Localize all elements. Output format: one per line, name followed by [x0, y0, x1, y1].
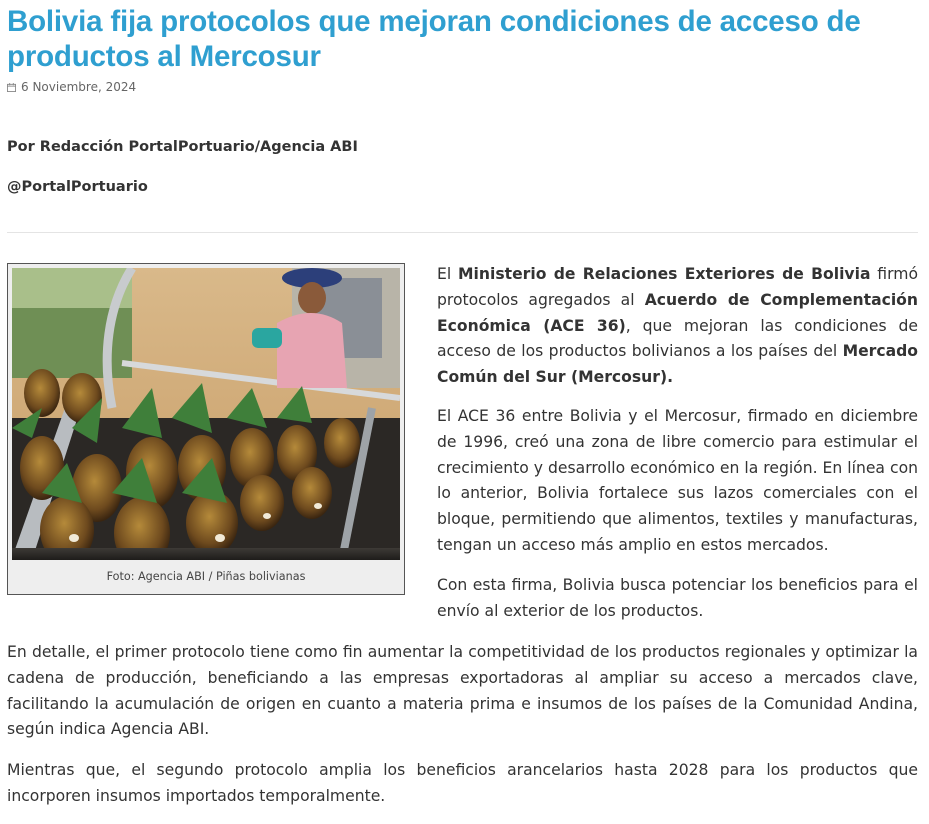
article-photo[interactable]: [12, 268, 400, 560]
paragraph-1: El Ministerio de Relaciones Exteriores de Bolivia firmó protocolos agregados al Acuerdo de Complementación Económica (ACE 36), que mejoran las condiciones de acceso de los productos bolivianos a los países del Mercado Común del Sur (Mercosur).: [437, 265, 918, 387]
article-date: [7, 80, 136, 94]
paragraph-2: El ACE 36 entre Bolivia y el Mercosur, firmado en diciembre de 1996, creó una zona de libre comercio para estimular el crecimiento y desarrollo económico en la región. En línea con lo anterior, Bolivia fortalece sus lazos comerciales con el bloque, permitiendo que alimentos, textiles y manufacturas, tengan un acceso más amplio en estos mercados.: [437, 407, 918, 554]
article-title: Bolivia fija protocolos que mejoran condiciones de acceso de productos al Mercosur: [7, 5, 861, 73]
paragraph-5: Mientras que, el segundo protocolo amplia los beneficios arancelarios hasta 2028 para los productos que incorporen insumos importados temporalmente.: [7, 761, 918, 805]
bold-ace36: Acuerdo de Complementación Económica (ACE 36): [437, 290, 918, 335]
date-text: 6 Noviembre, 2024: [21, 80, 137, 94]
photo-pineapples: [12, 268, 400, 560]
article-figure: [7, 263, 405, 595]
divider: [7, 232, 918, 233]
bold-ministerio: Ministerio de Relaciones Exteriores de Bolivia: [458, 265, 871, 283]
paragraph-3: Con esta firma, Bolivia busca potenciar los beneficios para el envío al exterior de los productos.: [437, 576, 918, 620]
byline: Por Redacción PortalPortuario/Agencia ABI: [7, 139, 358, 155]
calendar-icon: [7, 83, 16, 92]
author-handle[interactable]: @PortalPortuario: [7, 179, 148, 195]
paragraph-4: En detalle, el primer protocolo tiene como fin aumentar la competitividad de los productos regionales y optimizar la cadena de producción, beneficiando a las empresas exportadoras al ampliar su acceso a mercados clave, facilitando la acumulación de origen en cuanto a materia prima e insumos de los países de la Comunidad Andina, según indica Agencia ABI.: [7, 643, 918, 739]
bold-mercosur: Mercado Común del Sur (Mercosur).: [437, 342, 918, 387]
figure-caption: Foto: Agencia ABI / Piñas bolivianas: [106, 570, 306, 583]
